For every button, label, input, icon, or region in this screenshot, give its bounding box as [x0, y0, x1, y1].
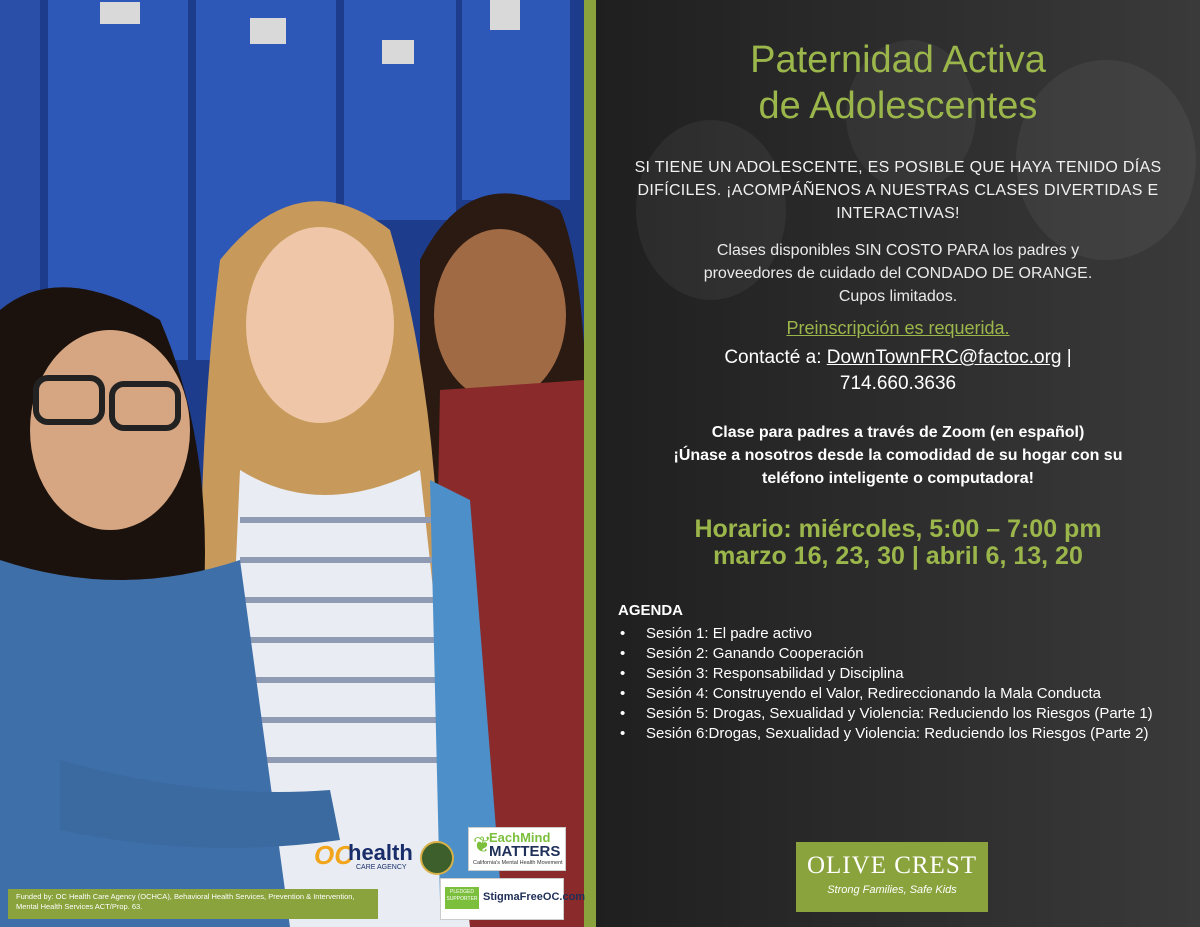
county-seal-icon	[420, 841, 454, 875]
zoom-line-2: ¡Únase a nosotros desde la comodidad de su hogar con su	[673, 447, 1123, 464]
info-panel	[596, 0, 1200, 927]
agenda-item: • Sesión 6:Drogas, Sexualidad y Violencia: Reduciendo los Riesgos (Parte 2)	[618, 724, 1190, 744]
pledged-supporter-badge: PLEDGED SUPPORTER	[445, 887, 479, 909]
accent-divider	[584, 0, 596, 927]
ochca-logo	[310, 838, 450, 878]
title-line-1: Paternidad Activa	[750, 39, 1046, 81]
phone-number: 714.660.3636	[839, 373, 957, 394]
each-mind-line-2: MATTERS	[489, 843, 561, 860]
olive-crest-tagline: Strong Families, Safe Kids	[827, 884, 957, 896]
each-mind-line-3: California's Mental Health Movement	[473, 860, 563, 866]
zoom-line-3: teléfono inteligente o computadora!	[761, 470, 1034, 487]
contact-label: Contacté a:	[724, 347, 822, 368]
classes-info	[626, 239, 1170, 308]
intro-text: SI TIENE UN ADOLESCENTE, ES POSIBLE QUE HAYA TENIDO DÍAS DIFÍCILES. ¡ACOMPÁÑENOS A NUESTRAS CLASES DIVERTIDAS E INTERACTIVAS!	[634, 159, 1162, 222]
schedule-time: Horario: miércoles, 5:00 – 7:00 pm	[694, 515, 1102, 543]
each-mind-line-1: EachMind	[489, 830, 551, 845]
agenda-item: • Sesión 1: El padre activo	[618, 624, 1190, 644]
classes-line-2: proveedores de cuidado del CONDADO DE ORANGE.	[703, 265, 1093, 282]
agenda-title: AGENDA	[618, 602, 684, 619]
stigma-free-logo	[440, 878, 586, 920]
stigma-free-text: StigmaFreeOC.com	[483, 891, 586, 903]
ochca-agency: CARE AGENCY	[356, 864, 407, 871]
agenda-item: • Sesión 3: Responsabilidad y Disciplina	[618, 664, 1190, 684]
schedule	[596, 516, 1200, 570]
hero-photo	[0, 0, 584, 927]
olive-crest-logo	[796, 842, 988, 912]
agenda-item: • Sesión 4: Construyendo el Valor, Redireccionando la Mala Conducta	[618, 684, 1190, 704]
each-mind-matters-logo	[468, 827, 566, 871]
ochca-health: health	[348, 840, 413, 865]
contact-info	[636, 345, 1160, 397]
email-link[interactable]: DownTownFRC@factoc.org	[826, 347, 1062, 368]
agenda-item: • Sesión 5: Drogas, Sexualidad y Violencia: Reduciendo los Riesgos (Parte 1)	[618, 704, 1190, 724]
agenda-item: • Sesión 2: Ganando Cooperación	[618, 644, 1190, 664]
olive-crest-name: OLIVE CREST	[806, 852, 978, 879]
funding-notice: Funded by: OC Health Care Agency (OCHCA), Behavioral Health Services, Prevention & Intervention, Mental Health Services ACT/Prop. 63.	[8, 889, 378, 919]
classes-line-3: Cupos limitados.	[838, 288, 958, 305]
agenda-list	[618, 624, 1190, 744]
page-title	[596, 37, 1200, 129]
contact-separator: |	[1066, 347, 1072, 368]
title-line-2: de Adolescentes	[758, 85, 1038, 127]
ochca-oc: OC	[314, 840, 353, 870]
preregistration-notice: Preinscripción es requerida.	[786, 318, 1010, 338]
zoom-line-1: Clase para padres a través de Zoom (en español)	[711, 424, 1085, 441]
classes-line-1: Clases disponibles SIN COSTO PARA los padres y	[716, 242, 1080, 259]
ribbon-icon: ❦	[473, 832, 492, 857]
zoom-info	[616, 421, 1180, 490]
schedule-dates: marzo 16, 23, 30 | abril 6, 13, 20	[713, 542, 1083, 570]
